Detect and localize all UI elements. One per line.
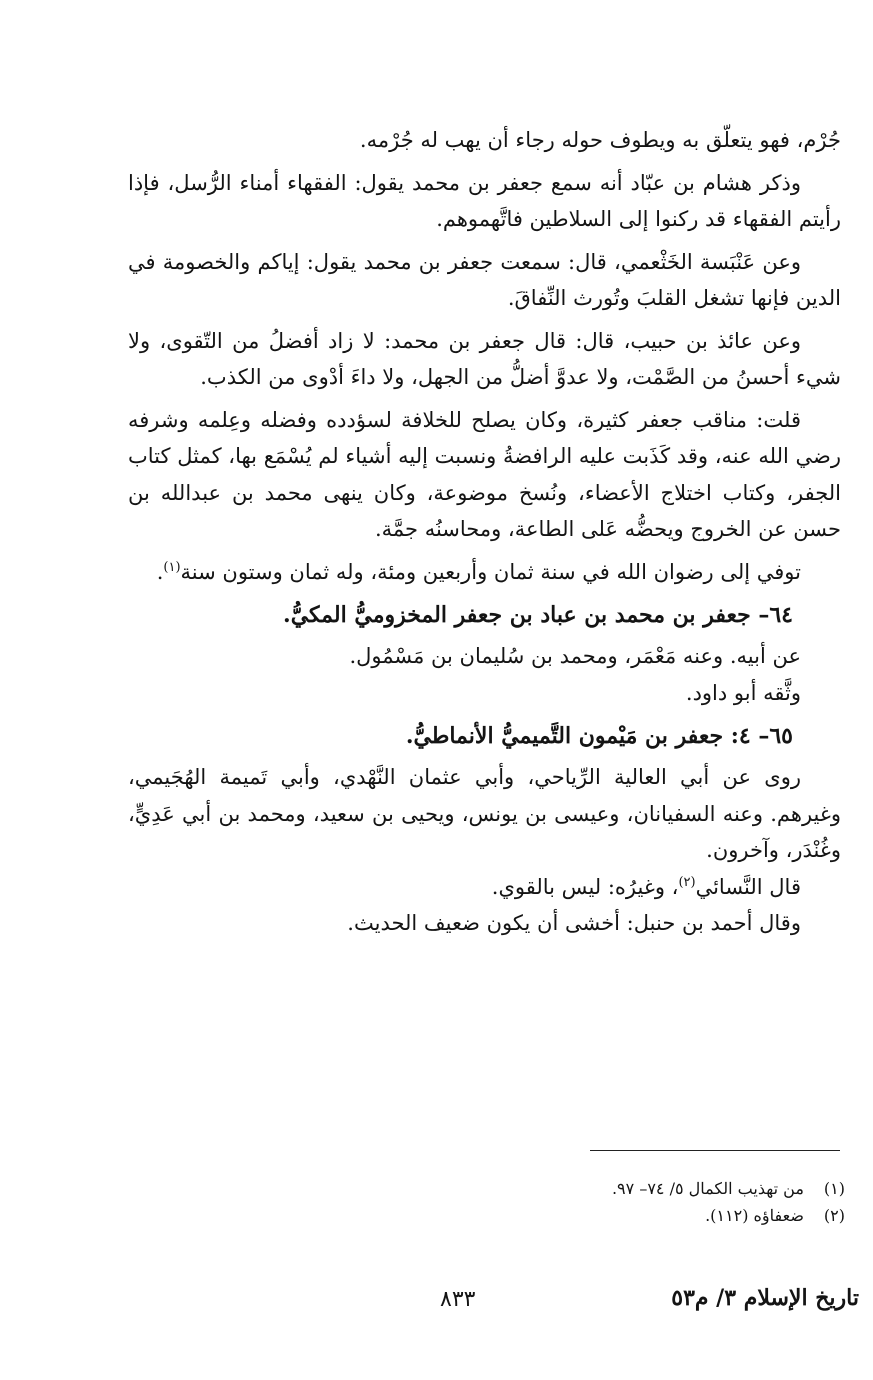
footnote-divider	[590, 1150, 840, 1151]
footnote-ref: (٢)	[678, 874, 696, 890]
paragraph-text: قال النَّسائي	[695, 874, 801, 899]
paragraph: وعن عَنْبَسة الخَثْعمي، قال: سمعت جعفر بن محمد يقول: إياكم والخصومة في الدين فإنها تشغل القلبَ وتُورث النِّفاقَ.	[128, 249, 841, 310]
footnote-number: (١)	[823, 1179, 845, 1198]
footnote-number: (٢)	[823, 1206, 845, 1225]
paragraph	[128, 869, 841, 906]
paragraph: وذكر هشام بن عبّاد أنه سمع جعفر بن محمد يقول: الفقهاء أمناء الرُّسل، فإذا رأيتم الفقهاء قد ركنوا إلى السلاطين فاتَّهموهم.	[128, 170, 841, 231]
entry-heading-65: ٦٥– ٤: جعفر بن مَيْمون التَّميميُّ الأنماطيُّ.	[405, 723, 793, 749]
paragraph: وقال أحمد بن حنبل: أخشى أن يكون ضعيف الحديث.	[347, 911, 801, 935]
main-text	[128, 122, 841, 948]
paragraph-text: ، وغيرُه: ليس بالقوي.	[491, 874, 679, 899]
page-number: ٨٣٣	[440, 1287, 476, 1312]
paragraph: جُرْم، فهو يتعلّق به ويطوف حوله رجاء أن يهب له جُرْمه.	[359, 128, 841, 152]
footnote-ref: (١)	[163, 559, 181, 575]
paragraph: عن أبيه. وعنه مَعْمَر، ومحمد بن سُليمان بن مَسْمُول.	[349, 644, 801, 668]
footnote	[300, 1175, 845, 1202]
footnote-text: ضعفاؤه (١١٢).	[705, 1206, 804, 1225]
paragraph-text: توفي إلى رضوان الله في سنة ثمان وأربعين ومئة، وله ثمان وستون سنة	[180, 559, 801, 584]
running-title: تاريخ الإسلام ٣/ م٥٣	[671, 1285, 859, 1311]
paragraph: قلت: مناقب جعفر كثيرة، وكان يصلح للخلافة لسؤدده وفضله وعِلمه وشرفه رضي الله عنه، وقد كَذَبت عليه الرافضةُ ونسبت إليه أشياء لم يُسْمَع بها، كمثل كتاب الجفر، وكتاب اختلاج الأعضاء، ونُسخ موضوعة، وكان ينهى محمد بن عبدالله بن حسن عن الخروج ويحضُّه عَلى الطاعة، ومحاسنُه جمَّة.	[128, 407, 841, 541]
footnotes	[300, 1175, 845, 1229]
footnote	[300, 1202, 845, 1229]
footnote-text: من تهذيب الكمال ٥/ ٧٤– ٩٧.	[611, 1179, 804, 1198]
paragraph	[128, 554, 841, 591]
paragraph: وثَّقه أبو داود.	[685, 680, 801, 705]
paragraph-end: .	[156, 559, 164, 584]
paragraph: روى عن أبي العالية الرِّياحي، وأبي عثمان النَّهْدي، وأبي تَميمة الهُجَيمي، وغيرهم. وعنه السفيانان، وعيسى بن يونس، ويحيى بن سعيد، ومحمد بن أبي عَدِيٍّ، وغُنْدَر، وآخرون.	[128, 765, 841, 862]
paragraph: وعن عائذ بن حبيب، قال: قال جعفر بن محمد: لا زاد أفضلُ من التّقوى، ولا شيء أحسنُ من الصَّمْت، ولا عدوَّ أضلُّ من الجهل، ولا داءَ أدْوى من الكذب.	[128, 328, 841, 389]
entry-heading-64: ٦٤– جعفر بن محمد بن عباد بن جعفر المخزوميُّ المكيُّ.	[283, 602, 793, 628]
page-footer	[0, 1285, 873, 1325]
